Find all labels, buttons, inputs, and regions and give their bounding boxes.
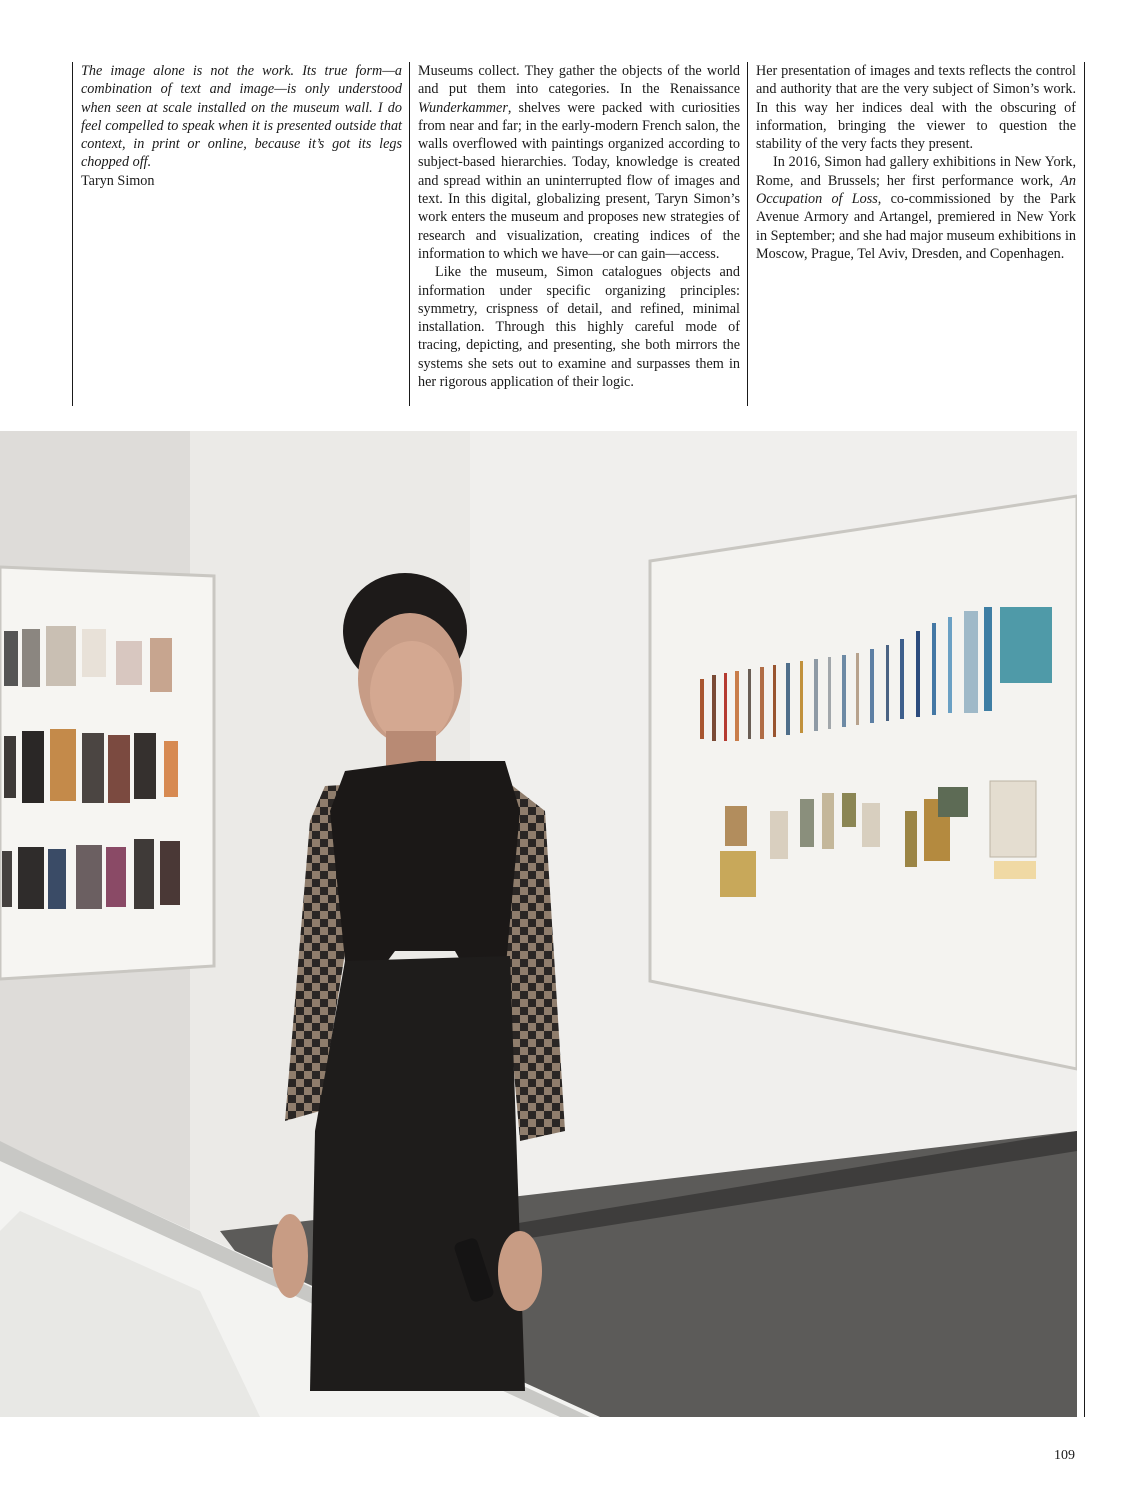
italic-title: An Occupation of Loss [756,172,1076,208]
article-column-2 [418,62,740,391]
text-run: Her presentation of images and texts reflects the control and authority that are the very subject of Simon’s work. In this way her indices deal with the obscuring of information, bringing the viewer to question the stability of the very facts they present. [756,63,1076,153]
text-run: Like the museum, Simon catalogues objects and information under specific organizing principles: symmetry, crispness of detail, and refined, minimal installation. Through this highly careful mode of tracing, depicting, and presenting, she both mirrors the systems she sets out to examine and surpasses them in her rigorous application of their logic. [418,264,740,391]
column-rule-2 [747,62,748,406]
article-paragraph [756,153,1076,263]
article-paragraph [418,62,740,263]
gallery-portrait-photo [0,431,1077,1417]
article-column-3 [756,62,1076,263]
page-number: 109 [1054,1448,1075,1463]
article-paragraph [418,263,740,391]
quote-author: Taryn Simon [81,172,155,189]
column-rule-1 [409,62,410,406]
left-artwork-frame [0,567,214,979]
article-paragraph [756,62,1076,153]
text-run: Museums collect. They gather the objects of the world and put them into categories. In the Renaissance [418,63,740,98]
column-rule-left [72,62,73,406]
text-run: , co-commissioned by the Park Avenue Armory and Artangel, premiered in New York in September; and she had major museum exhibitions in Moscow, Prague, Tel Aviv, Dresden, and Copenhagen. [756,191,1076,262]
column-rule-right [1084,62,1085,1417]
italic-title: Wunderkammer [418,99,508,116]
right-artwork-frame [650,496,1077,1069]
pull-quote [81,62,402,190]
text-run: In 2016, Simon had gallery exhibitions in New York, Rome, and Brussels; her first performance work, [756,154,1076,189]
quote-text: The image alone is not the work. Its true form—a combination of text and image—is only understood when seen at scale installed on the museum wall. I do feel compelled to speak when it is presented outside that context, in print or online, because it’s got its legs chopped off. [81,63,402,171]
text-run: , shelves were packed with curiosities from near and far; in the early-modern French salon, the walls overflowed with paintings organized according to subject-based hierarchies. Today, knowledge is created and spread within an uninterrupted flow of images and text. In this digital, globalizing present, Taryn Simon’s work enters the museum and proposes new strategies of research and visualization, creating indices of the information to which we have—or can gain—access. [418,99,740,262]
